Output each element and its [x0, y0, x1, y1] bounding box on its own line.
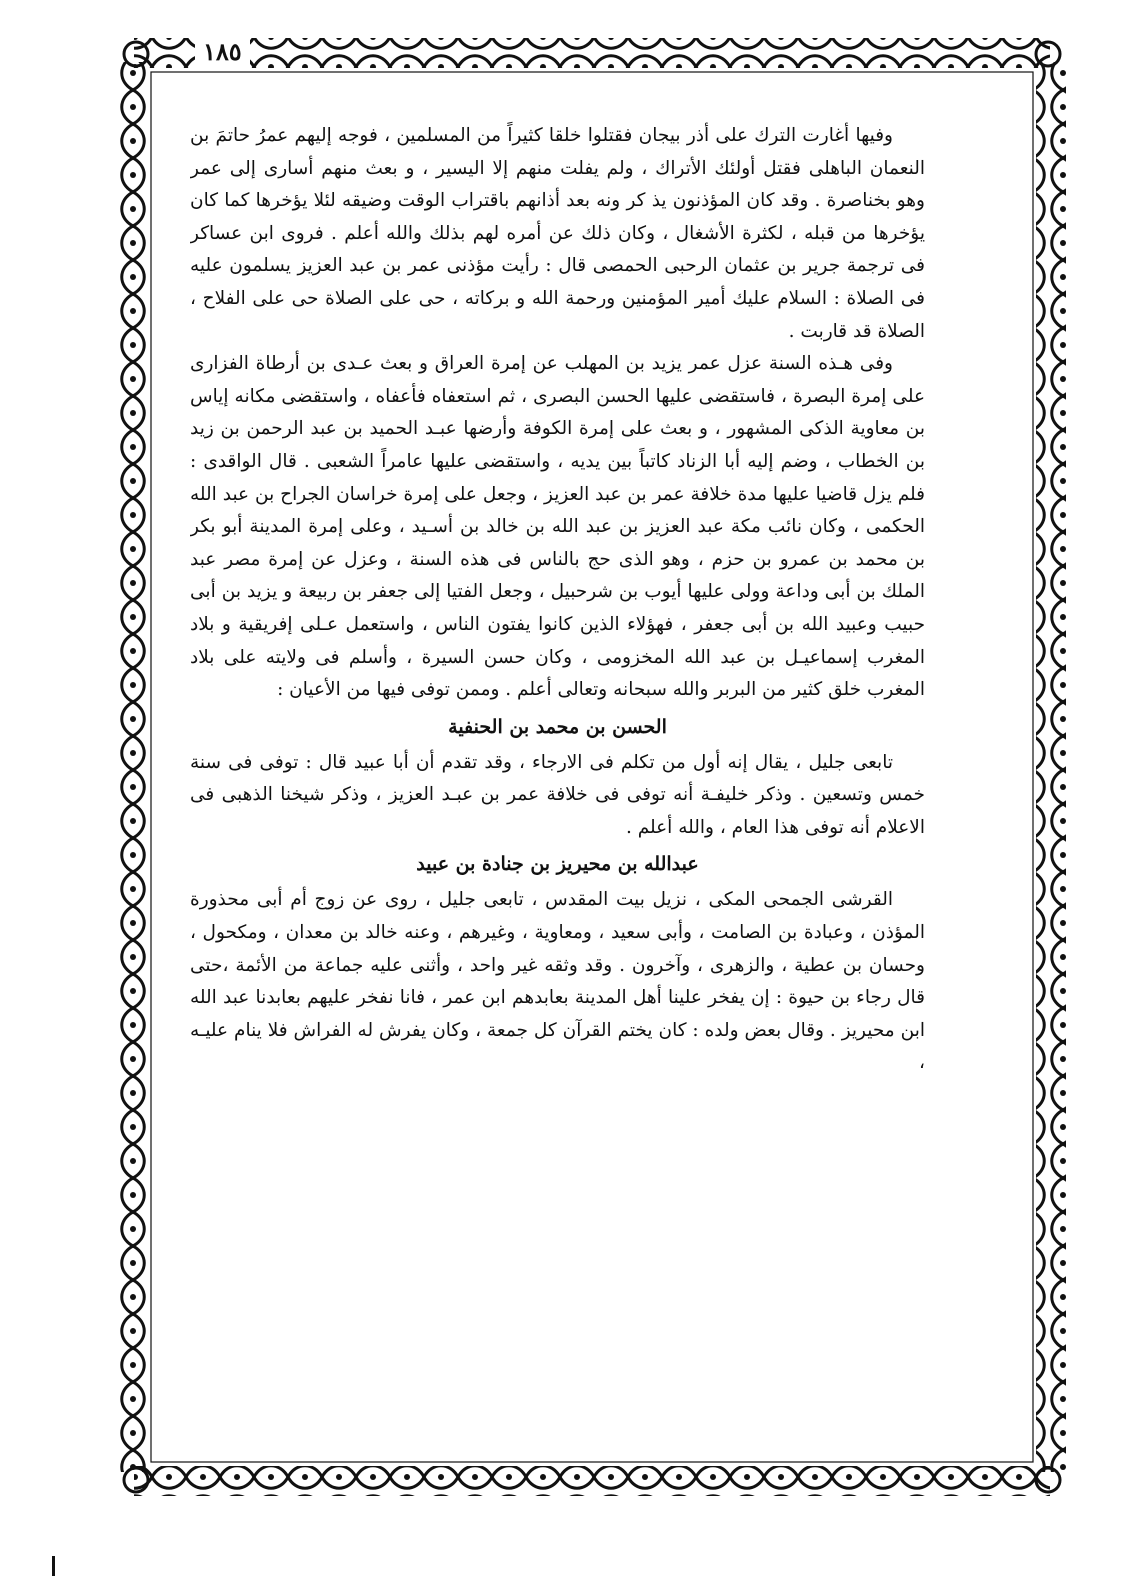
paragraph: وفيها أغارت الترك على أذر بيجان فقتلوا خلقا كثيراً من المسلمين ، فوجه إليهم عمرُ حاتمَ بن النعمان الباهلى فقتل أولئك الأتراك ، ولم يفلت منهم إلا اليسير ، و بعث منهم أسارى إلى عمر وهو بخناصرة . وقد كان المؤذنون يذ كر ونه بعد أذانهم باقتراب الوقت وضيقه لئلا يؤخرها كما كان يؤخرها من قبله ، لكثرة الأشغال ، وكان ذلك عن أمره لهم بذلك والله أعلم . فروى ابن عساكر فى ترجمة جرير بن عثمان الرحبى الحمصى قال : رأيت مؤذنى عمر بن عبد العزيز يسلمون عليه فى الصلاة : السلام عليك أمير المؤمنين ورحمة الله و بركاته ، حى على الصلاة حى على الفلاح ، الصلاة قد قاربت .	[190, 125, 925, 342]
section-heading: الحسن بن محمد بن الحنفية	[448, 715, 667, 738]
margin-mark	[52, 1556, 55, 1576]
page-body	[190, 120, 925, 1450]
paragraph: وفى هـذه السنة عزل عمر يزيد بن المهلب عن إمرة العراق و بعث عـدى بن أرطاة الفزارى على إمرة البصرة ، فاستقضى عليها الحسن البصرى ، ثم استعفاه فأعفاه ، واستقضى مكانه إياس بن معاوية الذكى المشهور ، و بعث على إمرة الكوفة وأرضها عبـد الحميد بن عبد الرحمن بن زيد بن الخطاب ، وضم إليه أبا الزناد كاتباً بين يديه ، واستقضى عليها عامراً الشعبى . قال الواقدى : فلم يزل قاضيا عليها مدة خلافة عمر بن عبد العزيز ، وجعل على إمرة خراسان الجراح بن عبد الله الحكمى ، وكان نائب مكة عبد العزيز بن عبد الله بن خالد بن أسـيد ، وعلى إمرة المدينة أبو بكر بن محمد بن عمرو بن حزم ، وهو الذى حج بالناس فى هذه السنة ، وعزل عن إمرة مصر عبد الملك بن أبى وداعة وولى عليها أيوب بن شرحبيل ، وجعل الفتيا إلى جعفر بن ربيعة و يزيد بن أبى حبيب وعبيد الله بن أبى جعفر ، فهؤلاء الذين كانوا يفتون الناس ، واستعمل عـلى إفريقية و بلاد المغرب إسماعيـل بن عبد الله المخزومى ، وكان حسن السيرة ، وأسلم فى ولايته على بلاد المغرب خلق كثير من البربر والله سبحانه وتعالى أعلم . وممن توفى فيها من الأعيان :	[190, 353, 925, 701]
paragraph: تابعى جليل ، يقال إنه أول من تكلم فى الارجاء ، وقد تقدم أن أبا عبيد قال : توفى فى سنة خمس وتسعين . وذكر خليفـة أنه توفى فى خلافة عمر بن عبـد العزيز ، وذكر شيخنا الذهبى فى الاعلام أنه توفى هذا العام ، والله أعلم .	[190, 751, 925, 838]
paragraph: القرشى الجمحى المكى ، نزيل بيت المقدس ، تابعى جليل ، روى عن زوج أم أبى محذورة المؤذن ، وعبادة بن الصامت ، وأبى سعيد ، ومعاوية ، وغيرهم ، وعنه خالد بن معدان ، ومكحول ، وحسان بن عطية ، والزهرى ، وآخرون . وقد وثقه غير واحد ، وأثنى عليه جماعة من الأئمة ،حتى قال رجاء بن حيوة : إن يفخر علينا أهل المدينة بعابدهم ابن عمر ، فانا نفخر عليهم بعابدنا عبد الله ابن محيريز . وقال بعض ولده : كان يختم القرآن كل جمعة ، وكان يفرش له الفراش فلا ينام عليـه ،	[190, 889, 925, 1074]
section-heading: عبدالله بن محيريز بن جنادة بن عبيد	[416, 853, 699, 876]
page-number: ١٨٥	[195, 35, 250, 69]
